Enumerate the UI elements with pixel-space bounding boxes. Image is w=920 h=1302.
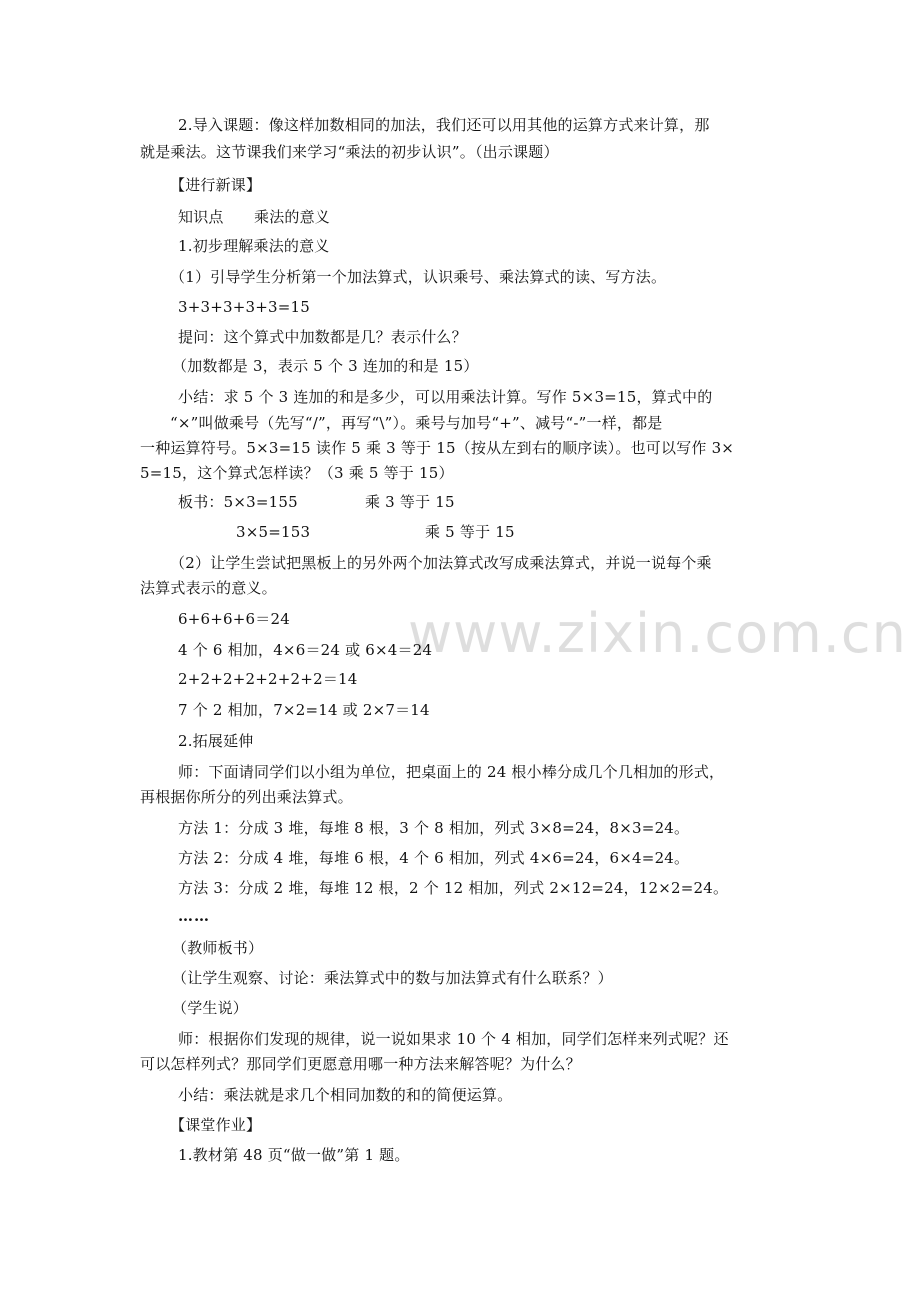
equation-line: 3+3+3+3+3=15 [178, 298, 311, 316]
text-line: 小结：乘法就是求几个相同加数的和的简便运算。 [178, 1086, 513, 1104]
board-line: 板书：5×3=155 [178, 493, 298, 511]
board-line: 3×5=153 [236, 523, 311, 541]
text-line: 1.教材第 48 页“做一做”第 1 题。 [178, 1146, 410, 1164]
subsection-title: 1.初步理解乘法的意义 [178, 237, 330, 255]
method-line: 方法 1：分成 3 堆，每堆 8 根，3 个 8 相加，列式 3×8=24，8×3=24。 [178, 819, 690, 837]
text-line: （让学生观察、讨论：乘法算式中的数与加法算式有什么联系？） [172, 969, 613, 987]
method-line: 方法 2：分成 4 堆，每堆 6 根，4 个 6 相加，列式 4×6=24，6×4=24。 [178, 849, 690, 867]
equation-line: 4 个 6 相加，4×6＝24 或 6×4＝24 [178, 641, 433, 659]
text-line: （2）让学生尝试把黑板上的另外两个加法算式改写成乘法算式，并说一说每个乘 [170, 554, 712, 572]
text-line: （加数都是 3，表示 5 个 3 连加的和是 15） [172, 357, 479, 375]
ellipsis: …… [178, 907, 210, 925]
text-line: 提问：这个算式中加数都是几？表示什么？ [178, 328, 467, 346]
method-line: 方法 3：分成 2 堆，每堆 12 根，2 个 12 相加，列式 2×12=24，12×2=24。 [178, 879, 729, 897]
section-heading: 【进行新课】 [170, 176, 262, 194]
text-line: 师：根据你们发现的规律，说一说如果求 10 个 4 相加，同学们怎样来列式呢？还 [178, 1030, 729, 1048]
text-line: （1）引导学生分析第一个加法算式，认识乘号、乘法算式的读、写方法。 [170, 268, 667, 286]
equation-line: 7 个 2 相加，7×2=14 或 2×7＝14 [178, 701, 430, 719]
text-line: 可以怎样列式？那同学们更愿意用哪一种方法来解答呢？为什么？ [140, 1055, 581, 1073]
text-line: 师：下面请同学们以小组为单位，把桌面上的 24 根小棒分成几个几相加的形式， [178, 763, 725, 781]
board-line: 乘 3 等于 15 [365, 493, 455, 511]
text-line: 5=15，这个算式怎样读？（3 乘 5 等于 15） [140, 464, 454, 482]
text-line: 就是乘法。这节课我们来学习“乘法的初步认识”。（出示课题） [140, 143, 559, 161]
text-line: 再根据你所分的列出乘法算式。 [140, 788, 353, 806]
text-line: （学生说） [172, 999, 249, 1017]
watermark: www.zixin.com.cn [408, 602, 907, 665]
text-line: 小结：求 5 个 3 连加的和是多少，可以用乘法计算。写作 5×3=15，算式中的 [178, 388, 713, 406]
equation-line: 6+6+6+6＝24 [178, 610, 290, 628]
subsection-title: 2.拓展延伸 [178, 732, 254, 750]
text-line: “×”叫做乘号（先写“/”，再写“\”）。乘号与加号“+”、减号“-”一样，都是 [170, 414, 663, 432]
text-line: 2.导入课题：像这样加数相同的加法，我们还可以用其他的运算方式来计算，那 [178, 116, 710, 134]
text-line: 一种运算符号。5×3=15 读作 5 乘 3 等于 15（按从左到右的顺序读）。也可以写作 3× [140, 439, 735, 457]
knowledge-point-title: 知识点 乘法的意义 [178, 208, 331, 226]
text-line: 法算式表示的意义。 [140, 579, 277, 597]
section-heading: 【课堂作业】 [170, 1116, 262, 1134]
equation-line: 2+2+2+2+2+2+2＝14 [178, 670, 358, 688]
board-line: 乘 5 等于 15 [425, 523, 515, 541]
text-line: （教师板书） [172, 939, 264, 957]
